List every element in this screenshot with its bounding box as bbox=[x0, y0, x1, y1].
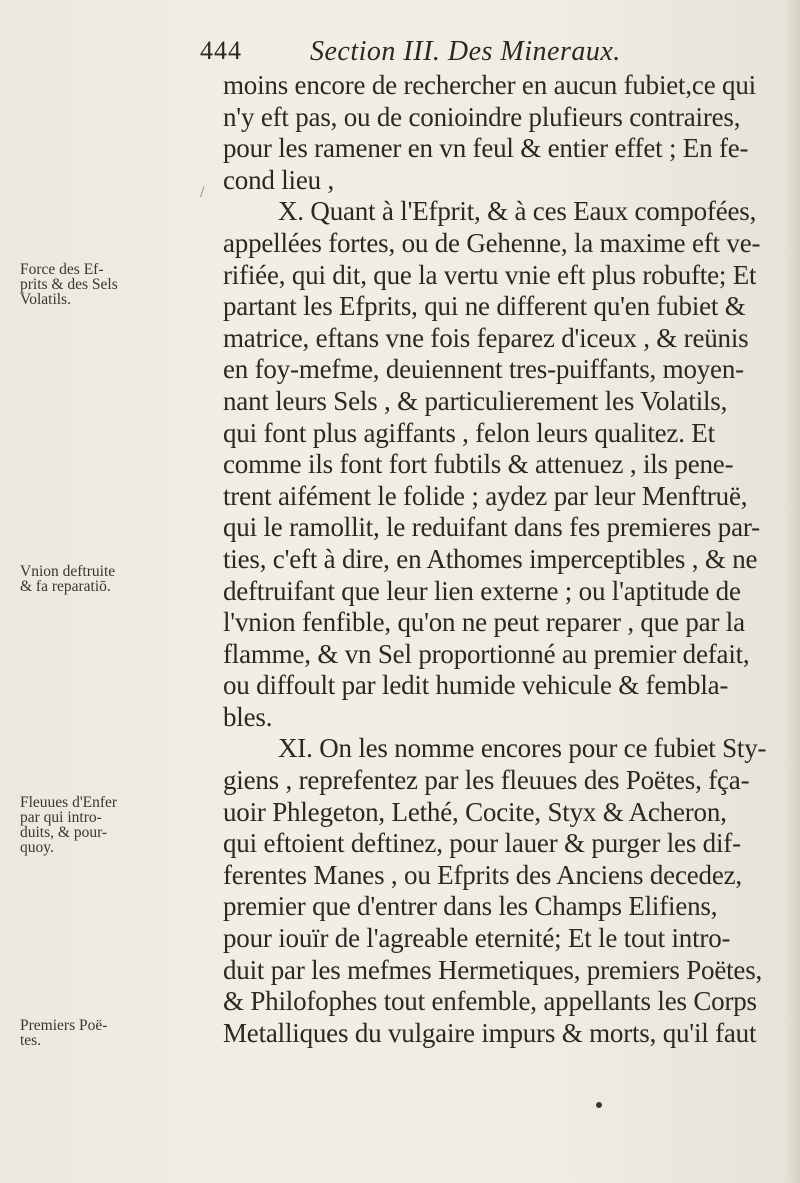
text-line: deftruifant que leur lien externe ; ou l'aptitude de bbox=[223, 575, 741, 606]
marginal-note-line: Vnion deftruite bbox=[20, 563, 116, 580]
text-line: ties, c'eft à dire, en Athomes imperceptibles , & ne bbox=[223, 543, 758, 574]
marginal-note-vnion-destruite bbox=[20, 564, 220, 594]
text-line: & Philofophes tout enfemble, appellants les Corps bbox=[223, 986, 757, 1017]
marginal-note-line: quoy. bbox=[20, 839, 54, 856]
body-text bbox=[223, 70, 788, 1049]
text-line: XI. On les nomme encores pour ce fubiet Sty- bbox=[278, 733, 767, 764]
page-number: 444 bbox=[200, 36, 242, 65]
text-line: flamme, & vn Sel proportionné au premier defait, bbox=[223, 638, 750, 669]
text-line: bles. bbox=[223, 701, 273, 732]
text-line: premier que d'entrer dans les Champs Elifiens, bbox=[223, 891, 718, 922]
marginal-note-line: Fleuues d'Enfer bbox=[20, 794, 118, 811]
text-line: moins encore de rechercher en aucun fubiet,ce qui bbox=[223, 70, 756, 100]
text-line: X. Quant à l'Efprit, & à ces Eaux compofées, bbox=[278, 196, 757, 227]
text-line: l'vnion fenfible, qu'on ne peut reparer , que par la bbox=[223, 607, 745, 638]
text-line: comme ils font fort fubtils & attenuez , ils pene- bbox=[223, 449, 734, 480]
marginal-note-force-des-esprits bbox=[20, 262, 220, 307]
marginal-note-line: Premiers Poë- bbox=[20, 1017, 108, 1034]
text-line: duit par les mefmes Hermetiques, premiers Poëtes, bbox=[223, 954, 763, 985]
text-line: n'y eft pas, ou de conioindre plufieurs contraires, bbox=[223, 101, 741, 132]
text-line: ferentes Manes , ou Efprits des Anciens decedez, bbox=[223, 859, 742, 890]
marginal-note-line: duits, & pour- bbox=[20, 824, 108, 841]
marginal-note-line: Force des Ef- bbox=[20, 261, 104, 278]
text-line: qui le ramollit, le reduifant dans fes premieres par- bbox=[223, 512, 760, 543]
marginal-note-line: prits & des Sels bbox=[20, 276, 118, 293]
text-line: Metalliques du vulgaire impurs & morts, qu'il faut bbox=[223, 1017, 757, 1048]
text-line: ou diffoult par ledit humide vehicule & fembla- bbox=[223, 670, 729, 701]
ink-speck bbox=[596, 1102, 602, 1108]
text-line: cond lieu , bbox=[223, 164, 335, 195]
marginal-note-line: par qui intro- bbox=[20, 809, 102, 826]
text-line: pour iouïr de l'agreable eternité; Et le tout intro- bbox=[223, 923, 731, 954]
text-line: trent aifément le folide ; aydez par leur Menftruë, bbox=[223, 480, 748, 511]
text-line: nant leurs Sels , & particulierement les Volatils, bbox=[223, 385, 728, 416]
marginal-note-premiers-poetes bbox=[20, 1018, 220, 1048]
marginal-note-line: tes. bbox=[20, 1032, 42, 1049]
marginal-note-line: Volatils. bbox=[20, 291, 71, 308]
text-line: appellées fortes, ou de Gehenne, la maxime eft ve- bbox=[223, 227, 761, 258]
text-line: giens , reprefentez par les fleuues des Poëtes, fça- bbox=[223, 765, 750, 796]
text-line: qui eftoient deftinez, pour lauer & purger les dif- bbox=[223, 828, 741, 859]
text-line: rifiée, qui dit, que la vertu vnie eft plus robufte; Et bbox=[223, 259, 757, 290]
text-line: qui font plus agiffants , felon leurs qualitez. Et bbox=[223, 417, 715, 448]
stray-mark: / bbox=[200, 184, 205, 201]
text-line: partant les Efprits, qui ne different qu'en fubiet & bbox=[223, 291, 746, 322]
text-line: uoir Phlegeton, Lethé, Cocite, Styx & Acheron, bbox=[223, 796, 727, 827]
text-line: matrice, eftans vne fois feparez d'iceux , & reünis bbox=[223, 322, 749, 353]
text-line: en foy-mefme, deuiennent tres-puiffants, moyen- bbox=[223, 354, 744, 385]
page-edge-shadow bbox=[786, 0, 800, 1183]
text-line: pour les ramener en vn feul & entier effet ; En fe- bbox=[223, 133, 749, 164]
running-title: Section III. Des Mineraux. bbox=[310, 36, 621, 67]
marginal-note-line: & fa reparatiō. bbox=[20, 578, 111, 595]
marginal-note-fleuues-denfer bbox=[20, 795, 220, 855]
page-header bbox=[200, 36, 780, 70]
